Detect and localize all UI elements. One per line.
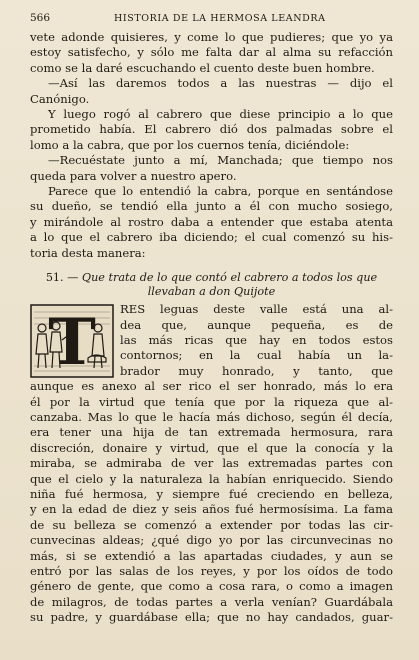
text-line: discreción, donaire y virtud, que el que la conocía y la bbox=[30, 440, 393, 455]
decorated-initial bbox=[30, 304, 114, 378]
text-line: queda para volver a nuestro apero. bbox=[30, 168, 237, 183]
text-line: estoy satisfecho, y sólo me falta dar al alma su refacción bbox=[30, 45, 393, 60]
text-line: su padre, y guardábase ella; que no hay candados, guar- bbox=[30, 610, 393, 625]
text-line: contornos; en la cual había un la- bbox=[120, 348, 393, 363]
text-line: más, si se extendió a las apartadas ciudades, y aun se bbox=[30, 548, 393, 563]
text-line: brador muy honrado, y tanto, que bbox=[120, 363, 393, 378]
text-line: de milagros, de todas partes a verla venían? Guardábala bbox=[30, 594, 393, 609]
paragraph-5 bbox=[30, 184, 393, 261]
text-line: —Recuéstate junto a mí, Manchada; que tiempo nos bbox=[48, 153, 393, 168]
body-text bbox=[30, 30, 393, 626]
text-line: Y luego rogó al cabrero que diese principio a lo que bbox=[48, 107, 393, 122]
text-line: vete adonde quisieres, y come lo que pudieres; que yo ya bbox=[30, 30, 393, 44]
chapter-title-line-2: llevaban a don Quijote bbox=[147, 285, 276, 299]
text-line: aunque es anexo al ser rico el ser honrado, más lo era bbox=[30, 379, 393, 394]
text-line: Canónigo. bbox=[30, 91, 90, 106]
text-line: dea que, aunque pequeña, es de bbox=[120, 317, 393, 332]
chapter-title-line-1: Que trata de lo que contó el cabrero a todos los que bbox=[81, 271, 378, 285]
text-line: prometido había. El cabrero dió dos palmadas sobre el bbox=[30, 122, 393, 137]
text-line: género de gente, que como a cosa rara, o como a imagen bbox=[30, 579, 393, 594]
text-line: como se la daré escuchando el cuento deste buen hombre. bbox=[30, 60, 375, 75]
text-line: su dueño, se tendió ella junto a él con mucho sosiego, bbox=[30, 199, 393, 214]
page-number: 566 bbox=[30, 12, 51, 24]
text-line: niña fué hermosa, y siempre fué creciendo en belleza, bbox=[30, 486, 393, 501]
text-line: —Así las daremos todos a las nuestras — dijo el bbox=[48, 76, 393, 91]
text-line: y en la edad de diez y seis años fué hermosísima. La fama bbox=[30, 502, 393, 517]
text-line: cunvecinas aldeas; ¿qué digo yo por las circunvecinas no bbox=[30, 533, 393, 548]
text-line: lomo a la cabra, que por los cuernos tenía, diciéndole: bbox=[30, 137, 350, 152]
text-line: de su belleza se comenzó a extender por todas las cir- bbox=[30, 517, 393, 532]
paragraph-3 bbox=[30, 107, 393, 153]
text-line: las más ricas que hay en todos estos bbox=[120, 332, 393, 347]
text-line: a lo que el cabrero iba diciendo; el cual comenzó su his- bbox=[30, 230, 393, 245]
text-line: y mirándole al rostro daba a entender que estaba atenta bbox=[30, 214, 393, 229]
text-line: toria desta manera: bbox=[30, 245, 146, 260]
text-line: canzaba. Mas lo que le hacía más dichoso, según él decía, bbox=[30, 409, 393, 424]
running-title: HISTORIA DE LA HERMOSA LEANDRA bbox=[114, 13, 326, 24]
dropcap-letter: T bbox=[48, 305, 96, 379]
woodcut-illustration-icon bbox=[30, 304, 114, 378]
text-line: RES leguas deste valle está una al- bbox=[120, 302, 393, 317]
text-line: miraba, se admiraba de ver las extremadas partes con bbox=[30, 456, 393, 471]
chapter-heading bbox=[30, 271, 393, 299]
text-line: que el cielo y la naturaleza la habían enriquecido. Siendo bbox=[30, 471, 393, 486]
body-continuation bbox=[30, 379, 393, 626]
chapter-number: 51. — bbox=[45, 271, 79, 285]
text-line: era tener una hija de tan extremada hermosura, rara bbox=[30, 425, 393, 440]
paragraph-4 bbox=[30, 153, 393, 184]
chapter-opening bbox=[30, 302, 393, 379]
text-line: Parece que lo entendió la cabra, porque en sentándose bbox=[48, 184, 393, 199]
running-header bbox=[30, 12, 393, 24]
paragraph-1 bbox=[30, 30, 393, 76]
text-line: entró por las salas de los reyes, y por los oídos de todo bbox=[30, 564, 393, 578]
text-line: él por la virtud que tenía que por la riqueza que al- bbox=[30, 394, 393, 409]
paragraph-2 bbox=[30, 76, 393, 107]
